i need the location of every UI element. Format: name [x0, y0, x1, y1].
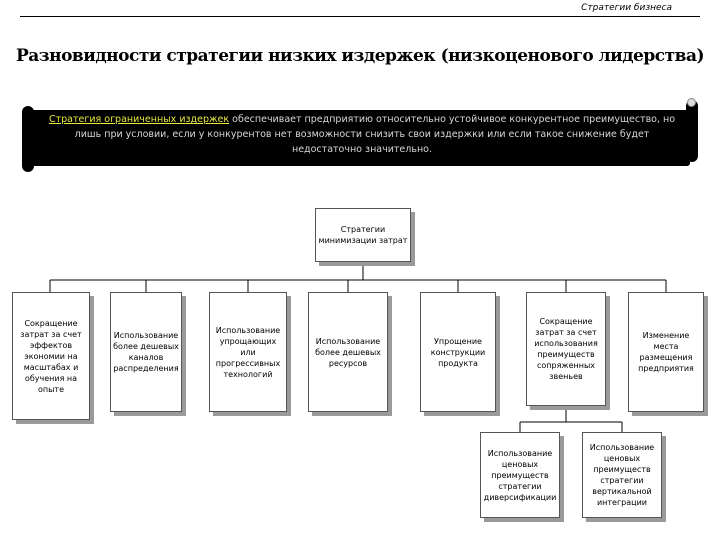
- sub-strategy-box-2: Использование ценовых преимуществ стратегии вертикальной интеграции: [582, 432, 662, 518]
- strategy-box-1: Сокращение затрат за счет эффектов экономии на масштабах и обучения на опыте: [12, 292, 90, 420]
- root-strategy-box: Стратегии минимизации затрат: [315, 208, 411, 262]
- definition-term: Стратегия ограниченных издержек: [48, 114, 230, 125]
- strategy-box-3: Использование упрощающих или прогрессивных технологий: [209, 292, 287, 412]
- strategy-box-5: Упрощение конструкции продукта: [420, 292, 496, 412]
- strategy-box-7: Изменение места размещения предприятия: [628, 292, 704, 412]
- slide-title: Разновидности стратегии низких издержек (низкоценового лидерства): [16, 46, 704, 66]
- strategy-box-6: Сокращение затрат за счет использования преимуществ сопряженных звеньев: [526, 292, 606, 406]
- strategy-box-4: Использование более дешевых ресурсов: [308, 292, 388, 412]
- sub-strategy-box-1: Использование ценовых преимуществ стратегии диверсификации: [480, 432, 560, 518]
- strategy-box-2: Использование более дешевых каналов распределения: [110, 292, 182, 412]
- slide-header: Стратегии бизнеса: [581, 3, 672, 13]
- definition-body: обеспечивает предприятию относительно устойчивое конкурентное преимущество, но лишь при условии, если у конкурентов нет возможности снизить свои издержки или если такое снижение будет недостаточно значительно.: [74, 114, 676, 155]
